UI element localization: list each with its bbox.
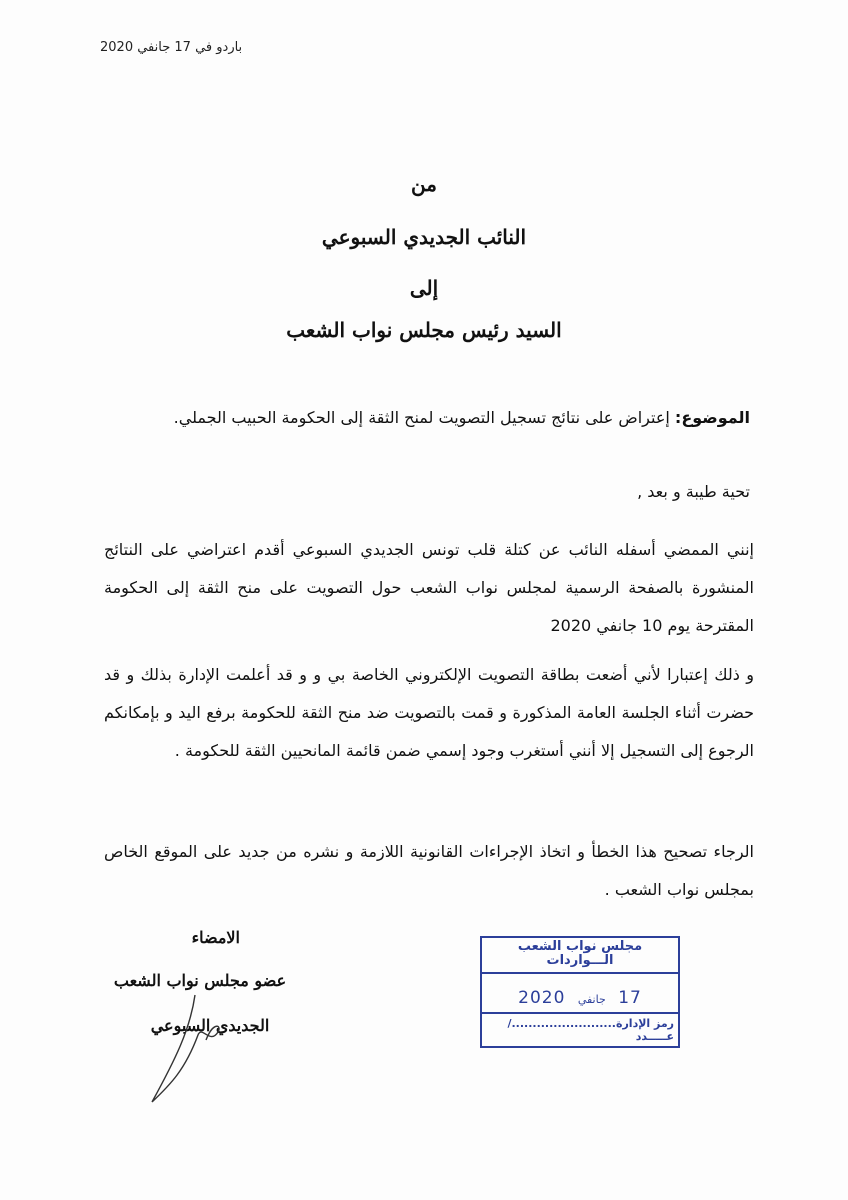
subject-line: [110, 408, 750, 427]
heading-to: إلى: [409, 276, 439, 300]
greeting: تحية طيبة و بعد ,: [637, 482, 750, 501]
body-paragraph-3: الرجاء تصحيح هذا الخطأ و اتخاذ الإجراءات القانونية اللازمة و نشره من جديد على الموقع الخاص بمجلس نواب الشعب .: [104, 842, 754, 899]
signature-role: عضو مجلس نواب الشعب: [113, 971, 287, 990]
subject-label: الموضوع:: [674, 408, 750, 427]
body-paragraph-1: إنني الممضي أسفله النائب عن كتلة قلب تونس الجديدي السبوعي أقدم اعتراضي على النتائج المنشورة بالصفحة الرسمية لمجلس نواب الشعب حول التصويت على منح الثقة إلى الحكومة المقترحة يوم 10 جانفي 2020: [104, 540, 754, 635]
stamp-reference: رمز الإدارة........................./عـــــدد: [482, 1012, 678, 1046]
stamp-day: 17: [618, 988, 642, 1008]
date-line: باردو في 17 جانفي 2020: [100, 40, 243, 55]
stamp-year: 2020: [518, 988, 566, 1008]
stamp-month: جانفي: [577, 993, 606, 1006]
signature-name: الجديدي السبوعي: [150, 1016, 270, 1035]
stamp-department: الـــواردات: [482, 954, 678, 974]
incoming-mail-stamp: [480, 936, 680, 1048]
heading-sender: النائب الجديدي السبوعي: [321, 225, 527, 249]
stamp-date: [482, 988, 678, 1008]
body-paragraph-2: و ذلك إعتبارا لأني أضعت بطاقة التصويت الإلكتروني الخاصة بي و و قد أعلمت الإدارة بذلك و قد حضرت أثناء الجلسة العامة المذكورة و قمت بالتصويت ضد منح الثقة للحكومة برفع اليد و بإمكانكم الرجوع إلى التسجيل إلا أنني أستغرب وجود إسمي ضمن قائمة المانحيين الثقة للحكومة .: [104, 665, 754, 760]
signature-title: الامضاء: [191, 928, 240, 947]
handwritten-signature: [140, 990, 240, 1110]
stamp-organization: مجلس نواب الشعب: [517, 939, 643, 954]
heading-from: من: [411, 172, 437, 196]
heading-recipient: السيد رئيس مجلس نواب الشعب: [286, 318, 562, 342]
subject-text: إعتراض على نتائج تسجيل التصويت لمنح الثقة إلى الحكومة الحبيب الجملي.: [173, 408, 670, 427]
